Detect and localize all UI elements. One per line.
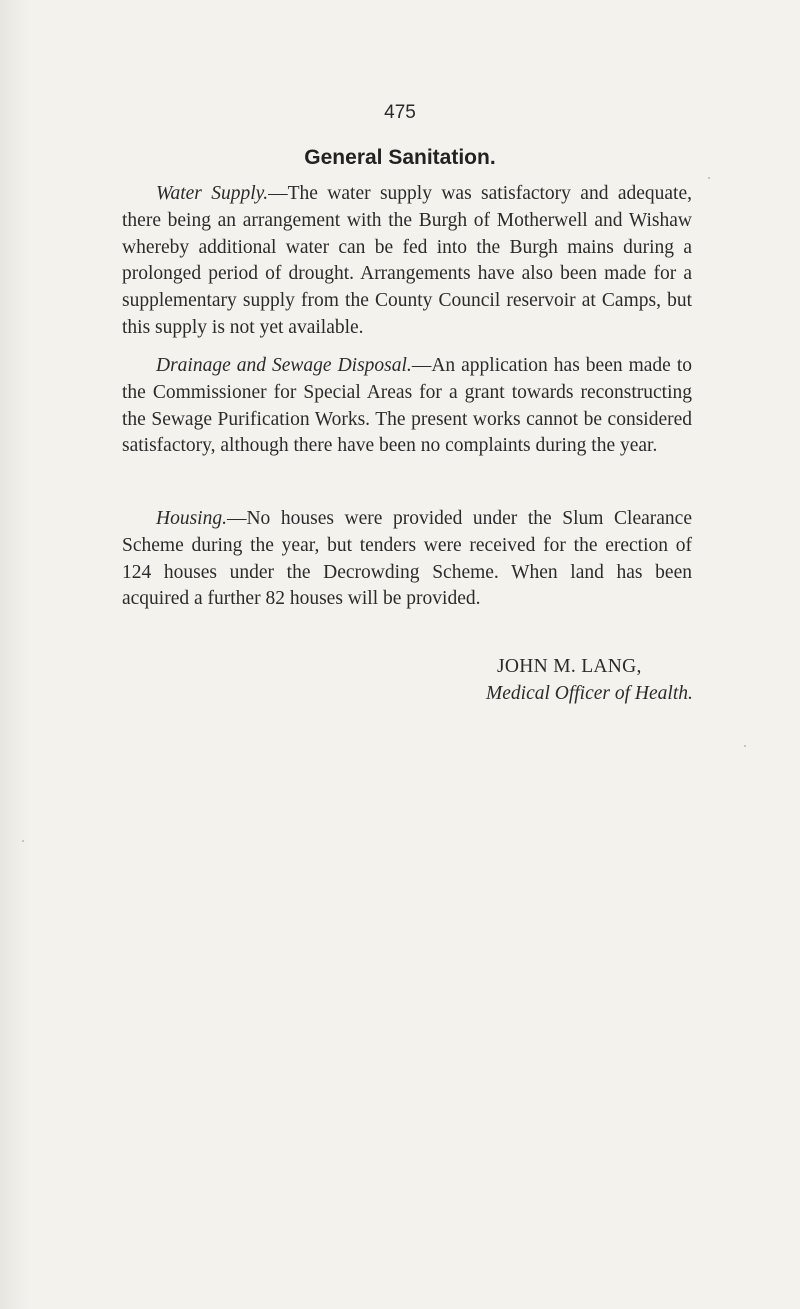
- paragraph-text: —The water supply was satisfactory and adequate, there being an arrangement with the Burgh of Motherwell and Wishaw whereby additional water can be fed into the Burgh mains during a prolonged period of drought. Arrangements have also been made for a supplementary supply from the County Council reservoir at Camps, but this supply is not yet available.: [122, 183, 692, 338]
- paragraph-water-supply: [122, 181, 692, 342]
- paper-speck: [744, 745, 746, 747]
- paragraph-lead: Drainage and Sewage Disposal.: [156, 355, 412, 376]
- paragraph-lead: Housing.: [156, 508, 227, 529]
- signatory-name: JOHN M. LANG,: [497, 656, 642, 677]
- page-number: 475: [384, 102, 416, 123]
- signatory-title: Medical Officer of Health.: [486, 683, 693, 704]
- section-heading: General Sanitation.: [304, 146, 496, 169]
- paragraph-housing: [122, 506, 692, 613]
- paragraph-text: —No houses were provided under the Slum Clearance Scheme during the year, but tenders were received for the erection of 124 houses under the Decrowding Scheme. When land has been acquired a further 82 houses will be provided.: [122, 508, 692, 610]
- paper-speck: [22, 840, 24, 842]
- paragraph-lead: Water Supply.: [156, 183, 269, 204]
- paragraph-drainage: [122, 353, 692, 460]
- paper-speck: [708, 177, 710, 179]
- paragraph-text: —An application has been made to the Commissioner for Special Areas for a grant towards reconstructing the Sewage Purification Works. The present works cannot be considered satisfactory, although there have been no complaints during the year.: [122, 355, 693, 457]
- signature-block: [486, 653, 693, 707]
